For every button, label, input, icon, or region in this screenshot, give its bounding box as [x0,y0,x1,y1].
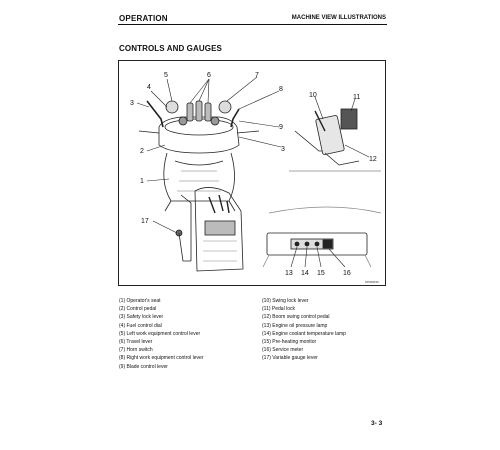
controls-illustration [118,60,386,286]
gauge-lever-drawing [176,187,243,271]
legend-item: (13) Engine oil pressure lamp [262,322,328,329]
callout-5: 5 [164,72,168,79]
legend-column-left [119,297,203,371]
legend-item: (12) Boom swing control pedal [262,314,330,321]
legend-item: (11) Pedal lock [262,306,295,313]
legend-item: (17) Variable gauge lever [262,355,318,362]
callout-17: 17 [141,218,149,225]
legend-item: (6) Travel lever [119,339,153,346]
callout-13: 13 [285,270,293,277]
legend-item: (5) Left work equipment control lever [119,330,201,337]
legend-item: (4) Fuel control dial [119,322,162,329]
callout-12: 12 [369,156,377,163]
page-title: CONTROLS AND GAUGES [119,44,222,53]
pedal-drawing [289,109,381,171]
callout-3b: 3 [281,146,285,153]
legend-item: (10) Swing lock lever [262,298,309,304]
callout-9: 9 [279,124,283,131]
operator-station-drawing [139,101,259,211]
callout-1: 1 [140,178,144,185]
callout-16: 16 [343,270,351,277]
page-number: 3- 3 [371,420,383,427]
callout-14: 14 [301,270,309,277]
legend-item: (15) Pre-heating monitor [262,339,317,346]
legend-item: (8) Right work equipment control lever [119,355,204,362]
callout-7: 7 [255,72,259,79]
callout-10: 10 [309,92,317,99]
callout-11: 11 [353,94,361,101]
illustration-drawing [119,61,387,287]
legend-item: (7) Horn switch [119,347,153,354]
page-header-topic: MACHINE VIEW ILLUSTRATIONS [291,15,386,21]
figure-code: 9J5R0030 [365,280,379,284]
legend-item: (2) Control pedal [119,306,157,313]
header-rule [118,24,387,25]
legend-item: (14) Engine coolant temperature lamp [262,330,346,337]
callout-4: 4 [147,84,151,91]
legend-item: (9) Blade control lever [119,363,168,370]
callout-3: 3 [130,100,134,107]
section-header: OPERATION [119,14,168,23]
callout-15: 15 [317,270,325,277]
callout-8: 8 [279,86,283,93]
monitor-panel-drawing [263,207,381,267]
legend-column-right [262,297,346,363]
callout-6: 6 [207,72,211,79]
legend-item: (16) Service meter [262,347,304,354]
legend-item: (3) Safety lock lever [119,314,164,321]
legend-item: (1) Operator's seat [119,298,161,304]
callout-2: 2 [140,148,144,155]
